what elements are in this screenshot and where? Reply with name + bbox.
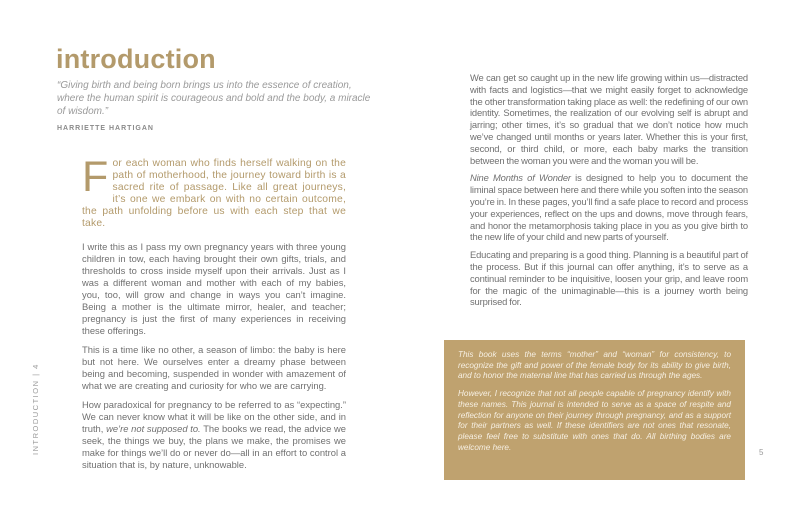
lead-paragraph	[82, 153, 346, 230]
epigraph-quote: “Giving birth and being born brings us into the essence of creation, where the human spirit is courageous and bold and the body, a miracle of wisdom.”	[57, 80, 371, 117]
text-run: How paradoxical for pregnancy to be referred to as “expecting.” We can never know what it will be like on the other side, and in truth,	[82, 399, 346, 434]
paragraph	[82, 399, 346, 471]
page-title: introduction	[56, 44, 216, 74]
paragraph: I write this as I pass my own pregnancy years with three young children in tow, each having brought their own gifts, trials, and thresholds to cross inside myself upon their arrivals. Just as I was a different woman and mother with each of my babies, you, too, will grow and change in ways you can’t imagine. Being a mother is the ultimate mirror, healer, and teacher; pregnancy is just the first of many experiences in receiving these offerings.	[82, 241, 346, 336]
page-number: 5	[759, 448, 764, 457]
paragraph: This is a time like no other, a season of limbo: the baby is here but not here. We ourselves enter a dreamy phase between being and becoming, suspended in wonder with amazement of what we are creating and curiosity for who we are carrying.	[82, 344, 346, 391]
note-paragraph: This book uses the terms “mother” and “woman” for consistency, to recognize the gift and power of the female body for its ability to give birth, and to honor the maternal line that has carried us through the ages.	[458, 350, 731, 381]
italic-run: we’re not supposed to.	[106, 423, 201, 434]
text-run: The books we read, the advice we seek, the things we buy, the plans we make, the promises we make for things we’ll do or never do—all in an effort to control a situation that is, by nature, unknowable.	[82, 423, 346, 470]
text-run: is designed to help you to document the liminal space between here and there while you soften into the season you’re in. In these pages, you’ll find a safe place to record and process your experiences, reflect on the ups and downs, move through fears, and honor the metamorphosis taking place in you as you give birth to the new life of your child and new parts of yourself.	[470, 172, 748, 243]
book-title: Nine Months of Wonder	[470, 172, 571, 184]
paragraph: We can get so caught up in the new life growing within us—distracted with facts and logistics—that we might easily forget to acknowledge the other transformation taking place as well: the redefining of our own identity. Sometimes, the realization of our evolving self is abrupt and jarring; other times, it’s so gradual that we don’t notice how much we’ve changed until months or years later. Whether this is your first, second, or third child, or more, each baby marks the transition between the woman you were and the woman you will be.	[470, 72, 748, 166]
left-body-text	[82, 241, 346, 478]
paragraph: Educating and preparing is a good thing. Planning is a beautiful part of the process. But if this journal can offer anything, it’s to serve as a continual reminder to be inquisitive, loosen your grip, and leave room for the magic of the unimaginable—this is a journey worth being surprised for.	[470, 249, 748, 308]
note-paragraph: However, I recognize that not all people capable of pregnancy identify with these names. This journal is intended to serve as a space of respite and reflection for anyone on their journey through pregnancy, and as a support for their partners as well. If these identifiers are not ones that resonate, please feel free to substitute with ones that do. All birthing bodies are welcome here.	[458, 389, 731, 452]
paragraph	[470, 172, 748, 243]
right-body-text	[470, 72, 748, 314]
drop-cap: F	[82, 153, 109, 201]
note-box	[444, 340, 745, 480]
running-head: INTRODUCTION | 4	[31, 363, 40, 455]
epigraph-author: HARRIETTE HARTIGAN	[57, 125, 154, 132]
lead-text: or each woman who finds herself walking on the path of motherhood, the journey toward birth is a sacred rite of passage. Like all great journeys, it’s one we embark on with no certain outcome, the path unfolding before us with each step that we take.	[82, 158, 346, 229]
